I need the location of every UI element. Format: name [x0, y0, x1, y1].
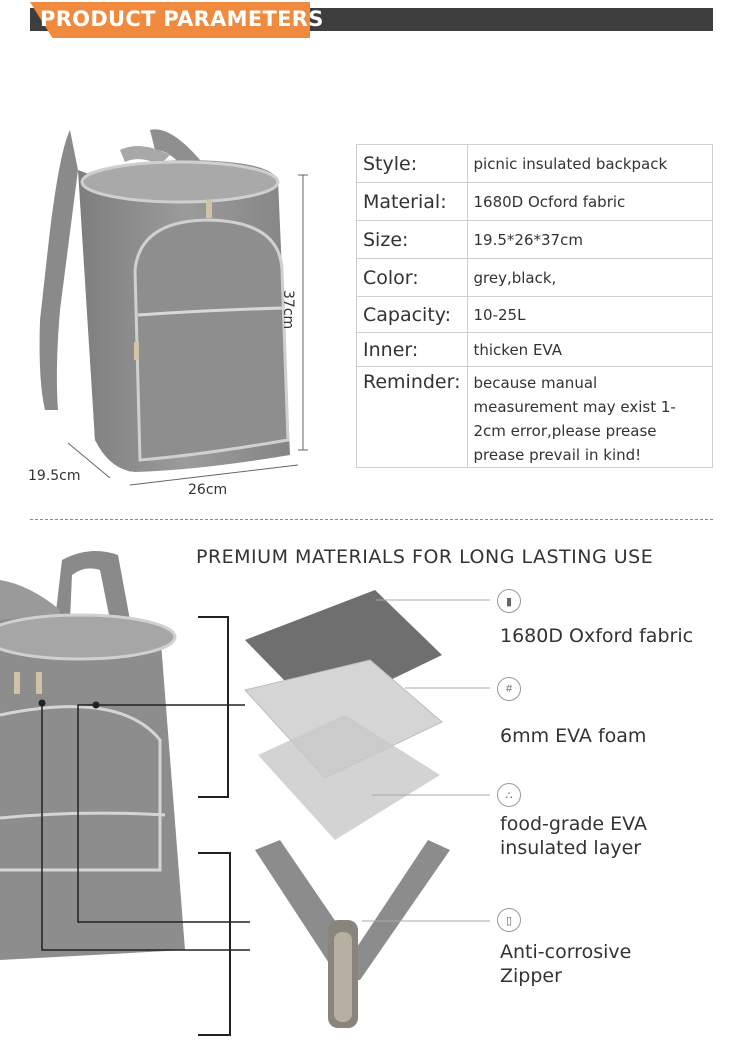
material-label-text: Anti-corrosive Zipper: [500, 941, 632, 987]
table-row: [357, 145, 713, 183]
param-key: Capacity:: [357, 297, 468, 333]
material-label: 6mm EVA foam: [500, 725, 647, 747]
param-value: 10-25L: [467, 297, 713, 333]
backpack-illustration: [0, 110, 350, 510]
table-row: [357, 367, 713, 468]
param-value: because manual measurement may exist 1-2cm error,please prease prease prevail in kind!: [467, 367, 713, 468]
material-label: [500, 812, 700, 860]
param-key: Color:: [357, 259, 468, 297]
table-row: [357, 221, 713, 259]
height-dimension-label: 37cm: [280, 290, 296, 330]
param-key: Reminder:: [357, 367, 468, 468]
material-label: [500, 940, 670, 988]
param-value: 1680D Ocford fabric: [467, 183, 713, 221]
param-key: Size:: [357, 221, 468, 259]
param-key: Style:: [357, 145, 468, 183]
table-row: [357, 297, 713, 333]
table-row: [357, 259, 713, 297]
backpack-partial: [0, 617, 185, 960]
grid-icon: #: [497, 677, 521, 701]
param-key: Inner:: [357, 333, 468, 367]
droplets-icon: ∴: [497, 783, 521, 807]
section-divider: [30, 519, 713, 520]
materials-section-title: PREMIUM MATERIALS FOR LONG LASTING USE: [196, 546, 654, 568]
zipper-pull-icon: ▯: [497, 908, 521, 932]
param-value: picnic insulated backpack: [467, 145, 713, 183]
materials-illustration: [0, 540, 490, 1059]
left-strap: [40, 130, 78, 410]
param-key: Material:: [357, 183, 468, 221]
table-row: [357, 183, 713, 221]
fabric-swatch-icon: ▮: [497, 589, 521, 613]
parameters-table: [356, 144, 713, 468]
param-value: thicken EVA: [467, 333, 713, 367]
param-value: grey,black,: [467, 259, 713, 297]
table-row: [357, 333, 713, 367]
param-value: 19.5*26*37cm: [467, 221, 713, 259]
width-dimension-label: 26cm: [188, 482, 228, 498]
depth-dimension-label: 19.5cm: [28, 468, 81, 484]
page-title: PRODUCT PARAMETERS: [40, 7, 324, 31]
material-label: 1680D Oxford fabric: [500, 625, 694, 647]
material-label-text: food-grade EVA insulated layer: [500, 813, 647, 859]
